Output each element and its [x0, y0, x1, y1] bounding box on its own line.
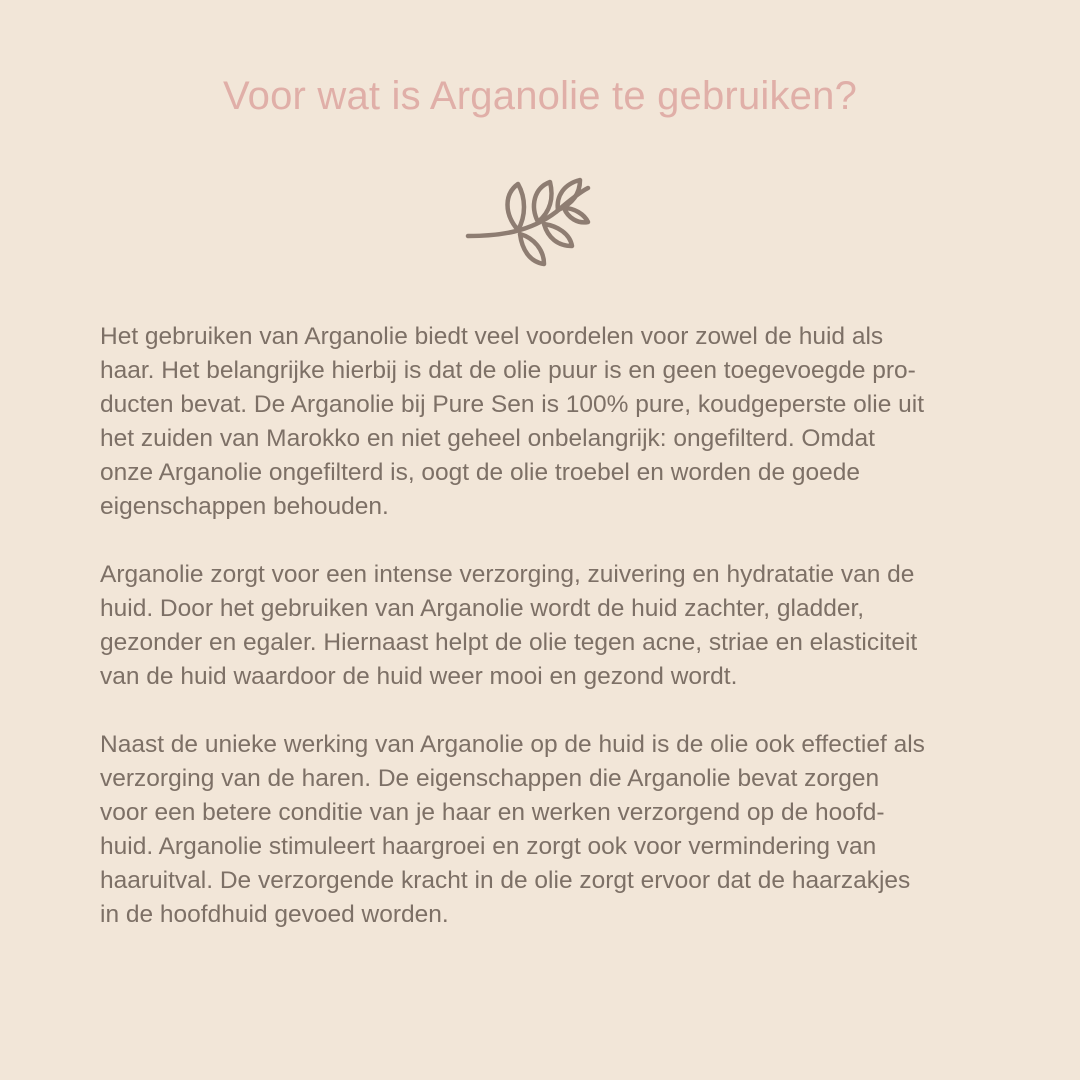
- text-line: voor een betere conditie van je haar en werken verzorgend op de hoofd-: [100, 799, 885, 826]
- leaf-sprig-icon: [460, 172, 600, 272]
- text-line: onze Arganolie ongefilterd is, oogt de olie troebel en worden de goede: [100, 459, 861, 486]
- page-title: Voor wat is Arganolie te gebruiken?: [222, 74, 858, 118]
- text-line: gezonder en egaler. Hiernaast helpt de olie tegen acne, striae en elasticiteit: [100, 629, 918, 656]
- paragraph-intro: [100, 320, 1000, 524]
- text-line: ducten bevat. De Arganolie bij Pure Sen is 100% pure, koudgeperste olie uit: [100, 391, 925, 418]
- text-line: Het gebruiken van Arganolie biedt veel voordelen voor zowel de huid als: [100, 323, 884, 350]
- text-line: Arganolie zorgt voor een intense verzorging, zuivering en hydratatie van de: [100, 561, 915, 588]
- text-line: huid. Door het gebruiken van Arganolie wordt de huid zachter, gladder,: [100, 595, 865, 622]
- text-line: het zuiden van Marokko en niet geheel onbelangrijk: ongefilterd. Omdat: [100, 425, 875, 452]
- text-line: Naast de unieke werking van Arganolie op de huid is de olie ook effectief als: [100, 731, 925, 758]
- text-line: in de hoofdhuid gevoed worden.: [100, 901, 449, 928]
- text-line: huid. Arganolie stimuleert haargroei en zorgt ook voor vermindering van: [100, 833, 877, 860]
- text-line: haaruitval. De verzorgende kracht in de olie zorgt ervoor dat de haarzakjes: [100, 867, 911, 894]
- text-line: eigenschappen behouden.: [100, 493, 389, 520]
- text-line: verzorging van de haren. De eigenschappen die Arganolie bevat zorgen: [100, 765, 880, 792]
- paragraph-hair: [100, 728, 1000, 932]
- text-line: haar. Het belangrijke hierbij is dat de olie puur is en geen toegevoegde pro-: [100, 357, 916, 384]
- text-line: van de huid waardoor de huid weer mooi en gezond wordt.: [100, 663, 738, 690]
- paragraph-skin: [100, 558, 1000, 694]
